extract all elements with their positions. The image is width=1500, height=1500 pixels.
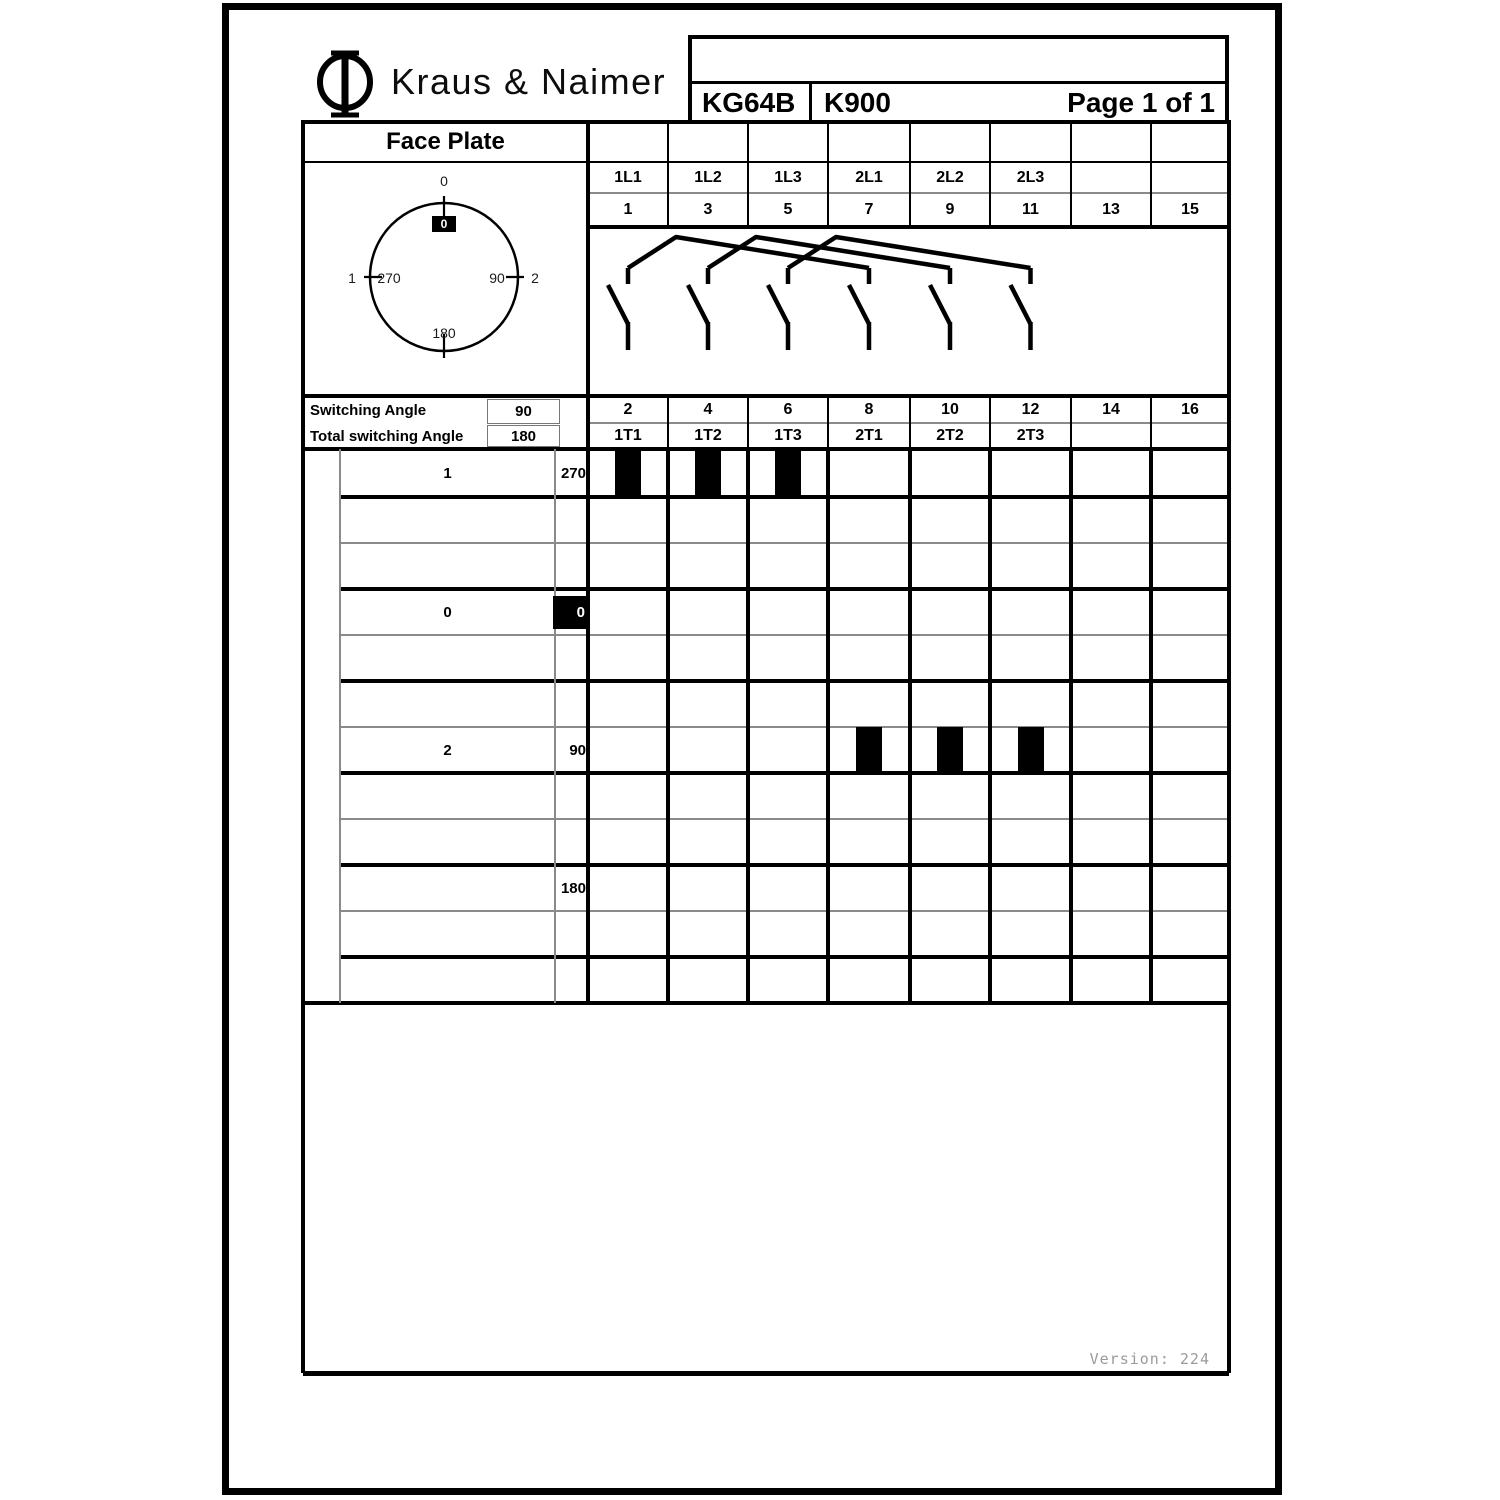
terminal-bottom-number-1: 4 <box>703 400 713 418</box>
terminal-top-label-1: 1L2 <box>694 168 722 186</box>
terminal-bottom-label-4: 2T2 <box>936 427 964 444</box>
grid-line <box>303 1001 1229 1005</box>
contact-closed-mark <box>775 449 801 497</box>
total-switching-angle-label: Total switching Angle <box>310 427 464 445</box>
grid-line <box>340 910 1229 912</box>
face-plate-title: Face Plate <box>386 128 505 155</box>
dial-bottom-angle: 180 <box>432 325 456 341</box>
dial-right-angle: 90 <box>489 270 505 286</box>
terminal-top-label-5: 2L3 <box>1016 168 1045 186</box>
grid-line <box>666 449 670 1003</box>
terminal-top-label-4: 2L2 <box>936 168 964 186</box>
matrix-angle-6: 90 <box>569 741 586 759</box>
terminal-top-number-4: 9 <box>945 201 955 218</box>
terminal-bottom-label-2: 1T3 <box>774 427 802 444</box>
total-switching-angle-value: 180 <box>510 427 537 445</box>
terminal-top-label-7 <box>1151 162 1229 193</box>
dial-left-position: 1 <box>348 270 356 286</box>
terminal-top-number-2: 5 <box>783 201 793 218</box>
contact-symbol-segment <box>688 285 708 324</box>
contact-closed-mark <box>1018 727 1044 773</box>
terminal-bottom-number-3: 8 <box>864 400 874 418</box>
matrix-angle-9: 180 <box>560 879 586 897</box>
grid-line <box>1069 449 1073 1003</box>
terminal-bottom-number-2: 6 <box>783 400 793 418</box>
terminal-top-label-2: 1L3 <box>774 168 802 186</box>
grid-line <box>340 955 1229 959</box>
contact-closed-mark <box>937 727 963 773</box>
dial-top-angle: 0 <box>440 173 448 189</box>
dial-left-angle: 270 <box>377 270 401 286</box>
grid-line <box>746 449 750 1003</box>
terminal-bottom-label-1: 1T2 <box>694 427 722 444</box>
company-name: Kraus & Naimer <box>391 61 667 102</box>
grid-line <box>339 449 341 1003</box>
terminal-bottom-label-6 <box>1071 423 1151 449</box>
terminal-bottom-label-7 <box>1151 423 1229 449</box>
terminal-bottom-label-3: 2T1 <box>855 427 883 444</box>
type-code: KG64B <box>702 86 796 118</box>
terminal-top-number-1: 3 <box>703 201 713 218</box>
grid-line <box>301 120 305 1373</box>
grid-line <box>303 1371 1229 1376</box>
terminal-bottom-number-4: 10 <box>941 400 959 418</box>
terminal-bottom-number-0: 2 <box>623 400 633 418</box>
switching-angle-label: Switching Angle <box>310 401 427 419</box>
terminal-top-number-0: 1 <box>623 201 633 218</box>
terminal-top-number-5: 11 <box>1022 201 1039 218</box>
grid-line <box>1149 449 1153 1003</box>
grid-line <box>908 449 912 1003</box>
terminal-top-label-6 <box>1071 162 1151 193</box>
dial-pointer: 0 <box>432 216 456 232</box>
contact-closed-mark <box>695 449 721 497</box>
matrix-angle-boxed-3: 0 <box>553 596 589 629</box>
terminal-top-label-3: 2L1 <box>855 168 883 186</box>
terminal-bottom-number-7: 16 <box>1181 400 1199 418</box>
terminal-bottom-label-0: 1T1 <box>614 427 642 444</box>
contact-symbol-segment <box>930 285 950 324</box>
grid-line <box>988 449 992 1003</box>
dial-right-position: 2 <box>531 270 539 286</box>
contact-symbol-segment <box>1011 285 1031 324</box>
kraus-naimer-phi-logo-icon <box>316 46 376 122</box>
switching-angle-value: 90 <box>515 403 532 420</box>
grid-line <box>826 449 830 1003</box>
terminal-top-number-3: 7 <box>864 201 874 218</box>
grid-line <box>303 120 1229 124</box>
contact-symbol-segment <box>608 285 628 324</box>
terminal-top-label-0: 1L1 <box>614 168 642 186</box>
terminal-bottom-label-5: 2T3 <box>1016 427 1045 444</box>
contact-closed-mark <box>856 727 882 773</box>
terminal-bottom-number-6: 14 <box>1102 400 1120 418</box>
grid-line <box>340 542 1229 544</box>
order-code: K900 <box>824 86 891 118</box>
terminal-top-number-6: 13 <box>1102 201 1120 218</box>
grid-line <box>340 818 1229 820</box>
grid-line <box>340 863 1229 867</box>
grid-line <box>554 449 556 1003</box>
grid-line <box>340 679 1229 683</box>
contact-closed-mark <box>615 449 641 497</box>
terminal-bottom-number-5: 12 <box>1021 400 1040 418</box>
contact-diagram <box>588 227 1229 397</box>
matrix-angle-0: 270 <box>560 464 586 482</box>
contact-symbol-segment <box>849 285 869 324</box>
matrix-position-6: 2 <box>443 741 452 759</box>
terminal-top-number-7: 15 <box>1181 201 1199 218</box>
page-number: Page 1 of 1 <box>1067 86 1215 118</box>
contact-symbol-segment <box>768 285 788 324</box>
matrix-position-3: 0 <box>443 603 452 621</box>
version-label: Version: 224 <box>1089 1350 1210 1368</box>
matrix-position-0: 1 <box>443 464 452 482</box>
